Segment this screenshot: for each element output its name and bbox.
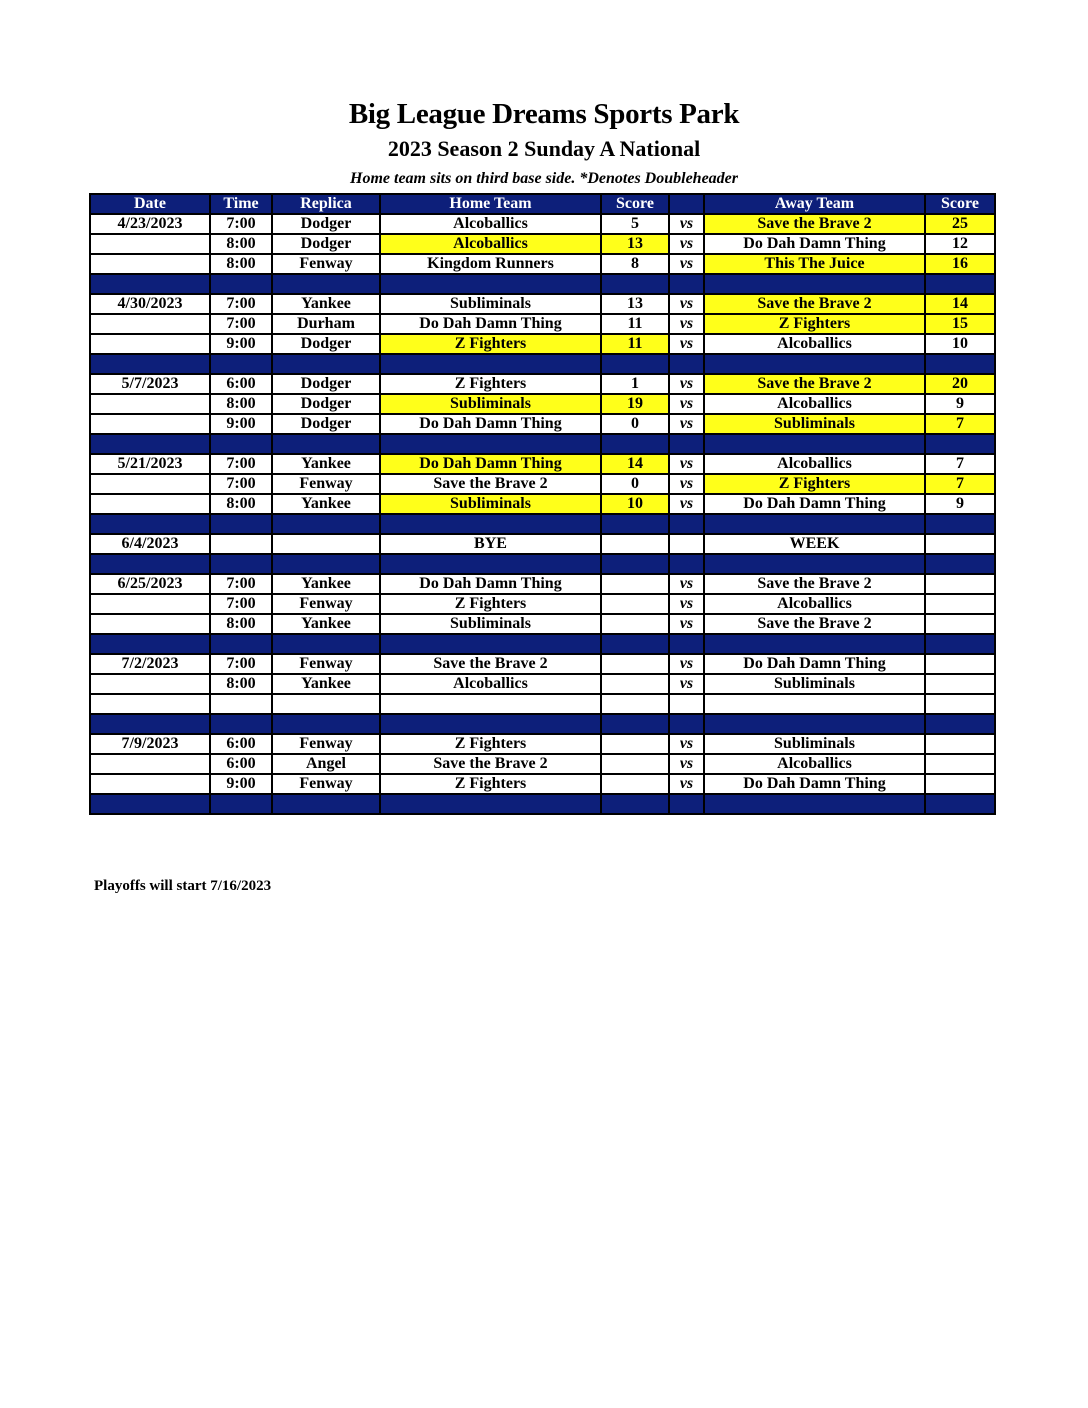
- cell-vs: vs: [669, 774, 704, 794]
- cell-date: 6/25/2023: [90, 574, 210, 594]
- separator-row: [90, 434, 995, 454]
- cell-away-score: [925, 734, 995, 754]
- cell-away-team: Do Dah Damn Thing: [704, 654, 925, 674]
- cell-home-team: Subliminals: [380, 394, 601, 414]
- cell-date: [90, 774, 210, 794]
- separator-cell: [272, 794, 380, 814]
- separator-cell: [272, 274, 380, 294]
- cell-date: [90, 494, 210, 514]
- cell-date: [90, 694, 210, 714]
- cell-date: [90, 614, 210, 634]
- cell-away-team: Subliminals: [704, 414, 925, 434]
- cell-replica: Fenway: [272, 654, 380, 674]
- cell-vs: vs: [669, 474, 704, 494]
- cell-date: 7/2/2023: [90, 654, 210, 674]
- header-date: Date: [90, 194, 210, 214]
- separator-cell: [210, 634, 272, 654]
- separator-cell: [272, 554, 380, 574]
- cell-time: 6:00: [210, 754, 272, 774]
- cell-time: 9:00: [210, 774, 272, 794]
- cell-date: 6/4/2023: [90, 534, 210, 554]
- cell-replica: Fenway: [272, 774, 380, 794]
- cell-replica: [272, 694, 380, 714]
- cell-home-team: Save the Brave 2: [380, 654, 601, 674]
- cell-home-team: Save the Brave 2: [380, 474, 601, 494]
- separator-cell: [90, 554, 210, 574]
- cell-replica: Fenway: [272, 594, 380, 614]
- table-row: [90, 654, 995, 674]
- cell-away-score: [925, 654, 995, 674]
- separator-cell: [272, 514, 380, 534]
- cell-vs: vs: [669, 734, 704, 754]
- cell-time: 7:00: [210, 314, 272, 334]
- separator-row: [90, 274, 995, 294]
- separator-cell: [601, 354, 669, 374]
- cell-away-score: [925, 534, 995, 554]
- cell-away-team: Save the Brave 2: [704, 294, 925, 314]
- cell-away-team: Alcoballics: [704, 754, 925, 774]
- cell-replica: Yankee: [272, 294, 380, 314]
- cell-replica: Fenway: [272, 254, 380, 274]
- cell-home-score: 13: [601, 294, 669, 314]
- cell-away-team: Z Fighters: [704, 474, 925, 494]
- cell-replica: Fenway: [272, 734, 380, 754]
- separator-cell: [925, 634, 995, 654]
- separator-cell: [380, 634, 601, 654]
- cell-home-team: BYE: [380, 534, 601, 554]
- cell-away-score: 7: [925, 414, 995, 434]
- cell-home-team: Kingdom Runners: [380, 254, 601, 274]
- table-row: [90, 214, 995, 234]
- separator-cell: [210, 434, 272, 454]
- separator-cell: [90, 794, 210, 814]
- separator-cell: [380, 554, 601, 574]
- cell-time: [210, 534, 272, 554]
- cell-replica: Dodger: [272, 334, 380, 354]
- cell-home-score: [601, 654, 669, 674]
- cell-away-team: Alcoballics: [704, 334, 925, 354]
- schedule-table: [89, 193, 996, 815]
- cell-away-score: [925, 774, 995, 794]
- separator-row: [90, 514, 995, 534]
- cell-home-team: Alcoballics: [380, 234, 601, 254]
- cell-home-team: Z Fighters: [380, 334, 601, 354]
- separator-cell: [669, 434, 704, 454]
- cell-away-score: 9: [925, 494, 995, 514]
- cell-home-team: Do Dah Damn Thing: [380, 574, 601, 594]
- cell-vs: vs: [669, 254, 704, 274]
- cell-away-score: 7: [925, 474, 995, 494]
- separator-cell: [704, 714, 925, 734]
- cell-away-score: 9: [925, 394, 995, 414]
- cell-home-team: Subliminals: [380, 294, 601, 314]
- cell-home-team: Z Fighters: [380, 594, 601, 614]
- cell-time: 6:00: [210, 374, 272, 394]
- cell-replica: Yankee: [272, 454, 380, 474]
- cell-date: [90, 674, 210, 694]
- cell-away-team: Alcoballics: [704, 454, 925, 474]
- separator-cell: [704, 554, 925, 574]
- table-row: [90, 414, 995, 434]
- page-title: Big League Dreams Sports Park: [348, 98, 740, 130]
- separator-cell: [210, 794, 272, 814]
- table-row: [90, 254, 995, 274]
- cell-vs: vs: [669, 394, 704, 414]
- cell-time: 7:00: [210, 654, 272, 674]
- cell-away-team: Alcoballics: [704, 394, 925, 414]
- separator-cell: [601, 514, 669, 534]
- cell-replica: Dodger: [272, 374, 380, 394]
- table-row: [90, 294, 995, 314]
- cell-vs: vs: [669, 494, 704, 514]
- separator-cell: [601, 274, 669, 294]
- cell-vs: vs: [669, 314, 704, 334]
- cell-home-score: [601, 574, 669, 594]
- separator-cell: [601, 714, 669, 734]
- cell-replica: Yankee: [272, 494, 380, 514]
- cell-date: [90, 234, 210, 254]
- cell-replica: Yankee: [272, 574, 380, 594]
- separator-cell: [704, 354, 925, 374]
- cell-vs: vs: [669, 754, 704, 774]
- table-header-row: [90, 194, 995, 214]
- cell-time: 6:00: [210, 734, 272, 754]
- separator-cell: [90, 714, 210, 734]
- cell-away-score: 20: [925, 374, 995, 394]
- cell-home-score: 11: [601, 334, 669, 354]
- cell-time: 8:00: [210, 614, 272, 634]
- cell-vs: vs: [669, 414, 704, 434]
- table-row: [90, 534, 995, 554]
- schedule-body: [90, 214, 995, 814]
- separator-cell: [669, 634, 704, 654]
- cell-away-score: [925, 674, 995, 694]
- cell-vs: [669, 534, 704, 554]
- cell-time: [210, 694, 272, 714]
- separator-cell: [380, 274, 601, 294]
- cell-away-team: Do Dah Damn Thing: [704, 494, 925, 514]
- separator-cell: [925, 794, 995, 814]
- cell-home-team: Subliminals: [380, 494, 601, 514]
- cell-date: 5/7/2023: [90, 374, 210, 394]
- table-row: [90, 494, 995, 514]
- separator-cell: [669, 354, 704, 374]
- cell-time: 8:00: [210, 494, 272, 514]
- separator-row: [90, 354, 995, 374]
- cell-away-team: Alcoballics: [704, 594, 925, 614]
- separator-cell: [380, 354, 601, 374]
- separator-row: [90, 794, 995, 814]
- separator-cell: [669, 554, 704, 574]
- cell-away-team: [704, 694, 925, 714]
- cell-home-team: Do Dah Damn Thing: [380, 314, 601, 334]
- cell-away-team: Save the Brave 2: [704, 614, 925, 634]
- separator-cell: [210, 514, 272, 534]
- cell-time: 8:00: [210, 674, 272, 694]
- cell-vs: vs: [669, 674, 704, 694]
- cell-vs: vs: [669, 574, 704, 594]
- cell-time: 9:00: [210, 334, 272, 354]
- separator-cell: [90, 434, 210, 454]
- header-away-score: Score: [925, 194, 995, 214]
- table-row: [90, 674, 995, 694]
- separator-cell: [704, 514, 925, 534]
- table-row: [90, 574, 995, 594]
- header-replica: Replica: [272, 194, 380, 214]
- table-row: [90, 454, 995, 474]
- cell-home-score: 19: [601, 394, 669, 414]
- cell-vs: vs: [669, 234, 704, 254]
- cell-away-score: [925, 594, 995, 614]
- separator-cell: [669, 794, 704, 814]
- table-row: [90, 614, 995, 634]
- cell-away-team: Save the Brave 2: [704, 574, 925, 594]
- cell-home-score: [601, 774, 669, 794]
- separator-cell: [210, 354, 272, 374]
- cell-home-team: Do Dah Damn Thing: [380, 454, 601, 474]
- cell-away-score: 7: [925, 454, 995, 474]
- separator-cell: [925, 714, 995, 734]
- cell-replica: Yankee: [272, 674, 380, 694]
- cell-date: 7/9/2023: [90, 734, 210, 754]
- cell-home-score: 11: [601, 314, 669, 334]
- cell-vs: vs: [669, 594, 704, 614]
- cell-time: 7:00: [210, 454, 272, 474]
- cell-away-team: Do Dah Damn Thing: [704, 234, 925, 254]
- cell-home-score: 5: [601, 214, 669, 234]
- cell-away-score: [925, 754, 995, 774]
- cell-home-team: Save the Brave 2: [380, 754, 601, 774]
- cell-away-team: This The Juice: [704, 254, 925, 274]
- cell-away-score: 15: [925, 314, 995, 334]
- separator-cell: [380, 514, 601, 534]
- cell-replica: Dodger: [272, 394, 380, 414]
- cell-home-score: [601, 594, 669, 614]
- separator-cell: [601, 794, 669, 814]
- cell-away-team: Save the Brave 2: [704, 214, 925, 234]
- cell-away-score: 14: [925, 294, 995, 314]
- cell-date: 4/30/2023: [90, 294, 210, 314]
- cell-replica: Durham: [272, 314, 380, 334]
- separator-cell: [925, 514, 995, 534]
- cell-away-score: [925, 614, 995, 634]
- cell-time: 8:00: [210, 234, 272, 254]
- cell-replica: Angel: [272, 754, 380, 774]
- table-row: [90, 334, 995, 354]
- separator-row: [90, 634, 995, 654]
- cell-home-score: [601, 614, 669, 634]
- separator-cell: [704, 434, 925, 454]
- separator-cell: [601, 554, 669, 574]
- cell-replica: [272, 534, 380, 554]
- separator-row: [90, 554, 995, 574]
- separator-cell: [925, 554, 995, 574]
- separator-cell: [704, 634, 925, 654]
- separator-cell: [210, 554, 272, 574]
- cell-away-team: Subliminals: [704, 734, 925, 754]
- cell-home-team: Alcoballics: [380, 214, 601, 234]
- table-row: [90, 314, 995, 334]
- cell-away-team: Do Dah Damn Thing: [704, 774, 925, 794]
- cell-home-team: [380, 694, 601, 714]
- header-time: Time: [210, 194, 272, 214]
- table-row: [90, 694, 995, 714]
- separator-cell: [704, 274, 925, 294]
- cell-home-team: Do Dah Damn Thing: [380, 414, 601, 434]
- cell-time: 7:00: [210, 294, 272, 314]
- separator-cell: [669, 714, 704, 734]
- cell-time: 9:00: [210, 414, 272, 434]
- cell-home-score: [601, 674, 669, 694]
- header-home-team: Home Team: [380, 194, 601, 214]
- header-away-team: Away Team: [704, 194, 925, 214]
- cell-away-score: 12: [925, 234, 995, 254]
- cell-date: [90, 394, 210, 414]
- cell-home-score: [601, 534, 669, 554]
- cell-vs: vs: [669, 614, 704, 634]
- separator-cell: [704, 794, 925, 814]
- cell-home-score: 0: [601, 414, 669, 434]
- separator-cell: [272, 714, 380, 734]
- cell-replica: Dodger: [272, 214, 380, 234]
- cell-vs: vs: [669, 334, 704, 354]
- cell-date: [90, 414, 210, 434]
- cell-home-team: Subliminals: [380, 614, 601, 634]
- schedule-note: Home team sits on third base side. *Denotes Doubleheader: [350, 170, 738, 187]
- separator-cell: [601, 634, 669, 654]
- table-row: [90, 394, 995, 414]
- cell-time: 7:00: [210, 574, 272, 594]
- table-row: [90, 594, 995, 614]
- cell-time: 7:00: [210, 214, 272, 234]
- cell-replica: Dodger: [272, 414, 380, 434]
- cell-home-team: Alcoballics: [380, 674, 601, 694]
- cell-away-team: Save the Brave 2: [704, 374, 925, 394]
- cell-date: [90, 754, 210, 774]
- separator-cell: [925, 434, 995, 454]
- cell-date: 5/21/2023: [90, 454, 210, 474]
- page-subtitle: 2023 Season 2 Sunday A National: [387, 136, 701, 161]
- cell-time: 8:00: [210, 254, 272, 274]
- table-row: [90, 734, 995, 754]
- header-vs: [669, 194, 704, 214]
- separator-cell: [272, 354, 380, 374]
- header-home-score: Score: [601, 194, 669, 214]
- table-row: [90, 234, 995, 254]
- separator-cell: [90, 634, 210, 654]
- cell-away-score: 16: [925, 254, 995, 274]
- cell-replica: Dodger: [272, 234, 380, 254]
- separator-cell: [380, 794, 601, 814]
- separator-cell: [90, 514, 210, 534]
- separator-cell: [210, 274, 272, 294]
- table-row: [90, 774, 995, 794]
- table-row: [90, 474, 995, 494]
- separator-cell: [925, 274, 995, 294]
- cell-vs: vs: [669, 294, 704, 314]
- separator-cell: [90, 274, 210, 294]
- cell-away-score: [925, 574, 995, 594]
- separator-cell: [601, 434, 669, 454]
- cell-date: 4/23/2023: [90, 214, 210, 234]
- cell-home-score: 1: [601, 374, 669, 394]
- cell-away-team: Subliminals: [704, 674, 925, 694]
- cell-away-score: 10: [925, 334, 995, 354]
- separator-cell: [272, 434, 380, 454]
- cell-home-score: 10: [601, 494, 669, 514]
- separator-cell: [272, 634, 380, 654]
- cell-vs: vs: [669, 374, 704, 394]
- cell-date: [90, 334, 210, 354]
- cell-home-team: Z Fighters: [380, 374, 601, 394]
- cell-home-score: [601, 734, 669, 754]
- cell-date: [90, 594, 210, 614]
- cell-vs: vs: [669, 454, 704, 474]
- cell-vs: vs: [669, 214, 704, 234]
- separator-cell: [669, 514, 704, 534]
- cell-home-score: 13: [601, 234, 669, 254]
- separator-cell: [210, 714, 272, 734]
- separator-cell: [925, 354, 995, 374]
- cell-replica: Yankee: [272, 614, 380, 634]
- cell-replica: Fenway: [272, 474, 380, 494]
- cell-away-team: WEEK: [704, 534, 925, 554]
- cell-vs: [669, 694, 704, 714]
- table-row: [90, 754, 995, 774]
- cell-away-team: Z Fighters: [704, 314, 925, 334]
- separator-cell: [669, 274, 704, 294]
- cell-vs: vs: [669, 654, 704, 674]
- separator-cell: [90, 354, 210, 374]
- cell-date: [90, 314, 210, 334]
- cell-home-score: [601, 694, 669, 714]
- cell-away-score: [925, 694, 995, 714]
- cell-away-score: 25: [925, 214, 995, 234]
- playoffs-note: Playoffs will start 7/16/2023: [94, 878, 272, 894]
- cell-home-team: Z Fighters: [380, 774, 601, 794]
- cell-home-score: 0: [601, 474, 669, 494]
- separator-cell: [380, 714, 601, 734]
- cell-date: [90, 254, 210, 274]
- cell-time: 7:00: [210, 594, 272, 614]
- cell-home-team: Z Fighters: [380, 734, 601, 754]
- cell-home-score: 8: [601, 254, 669, 274]
- cell-date: [90, 474, 210, 494]
- cell-time: 8:00: [210, 394, 272, 414]
- separator-cell: [380, 434, 601, 454]
- cell-home-score: 14: [601, 454, 669, 474]
- separator-row: [90, 714, 995, 734]
- table-row: [90, 374, 995, 394]
- cell-home-score: [601, 754, 669, 774]
- cell-time: 7:00: [210, 474, 272, 494]
